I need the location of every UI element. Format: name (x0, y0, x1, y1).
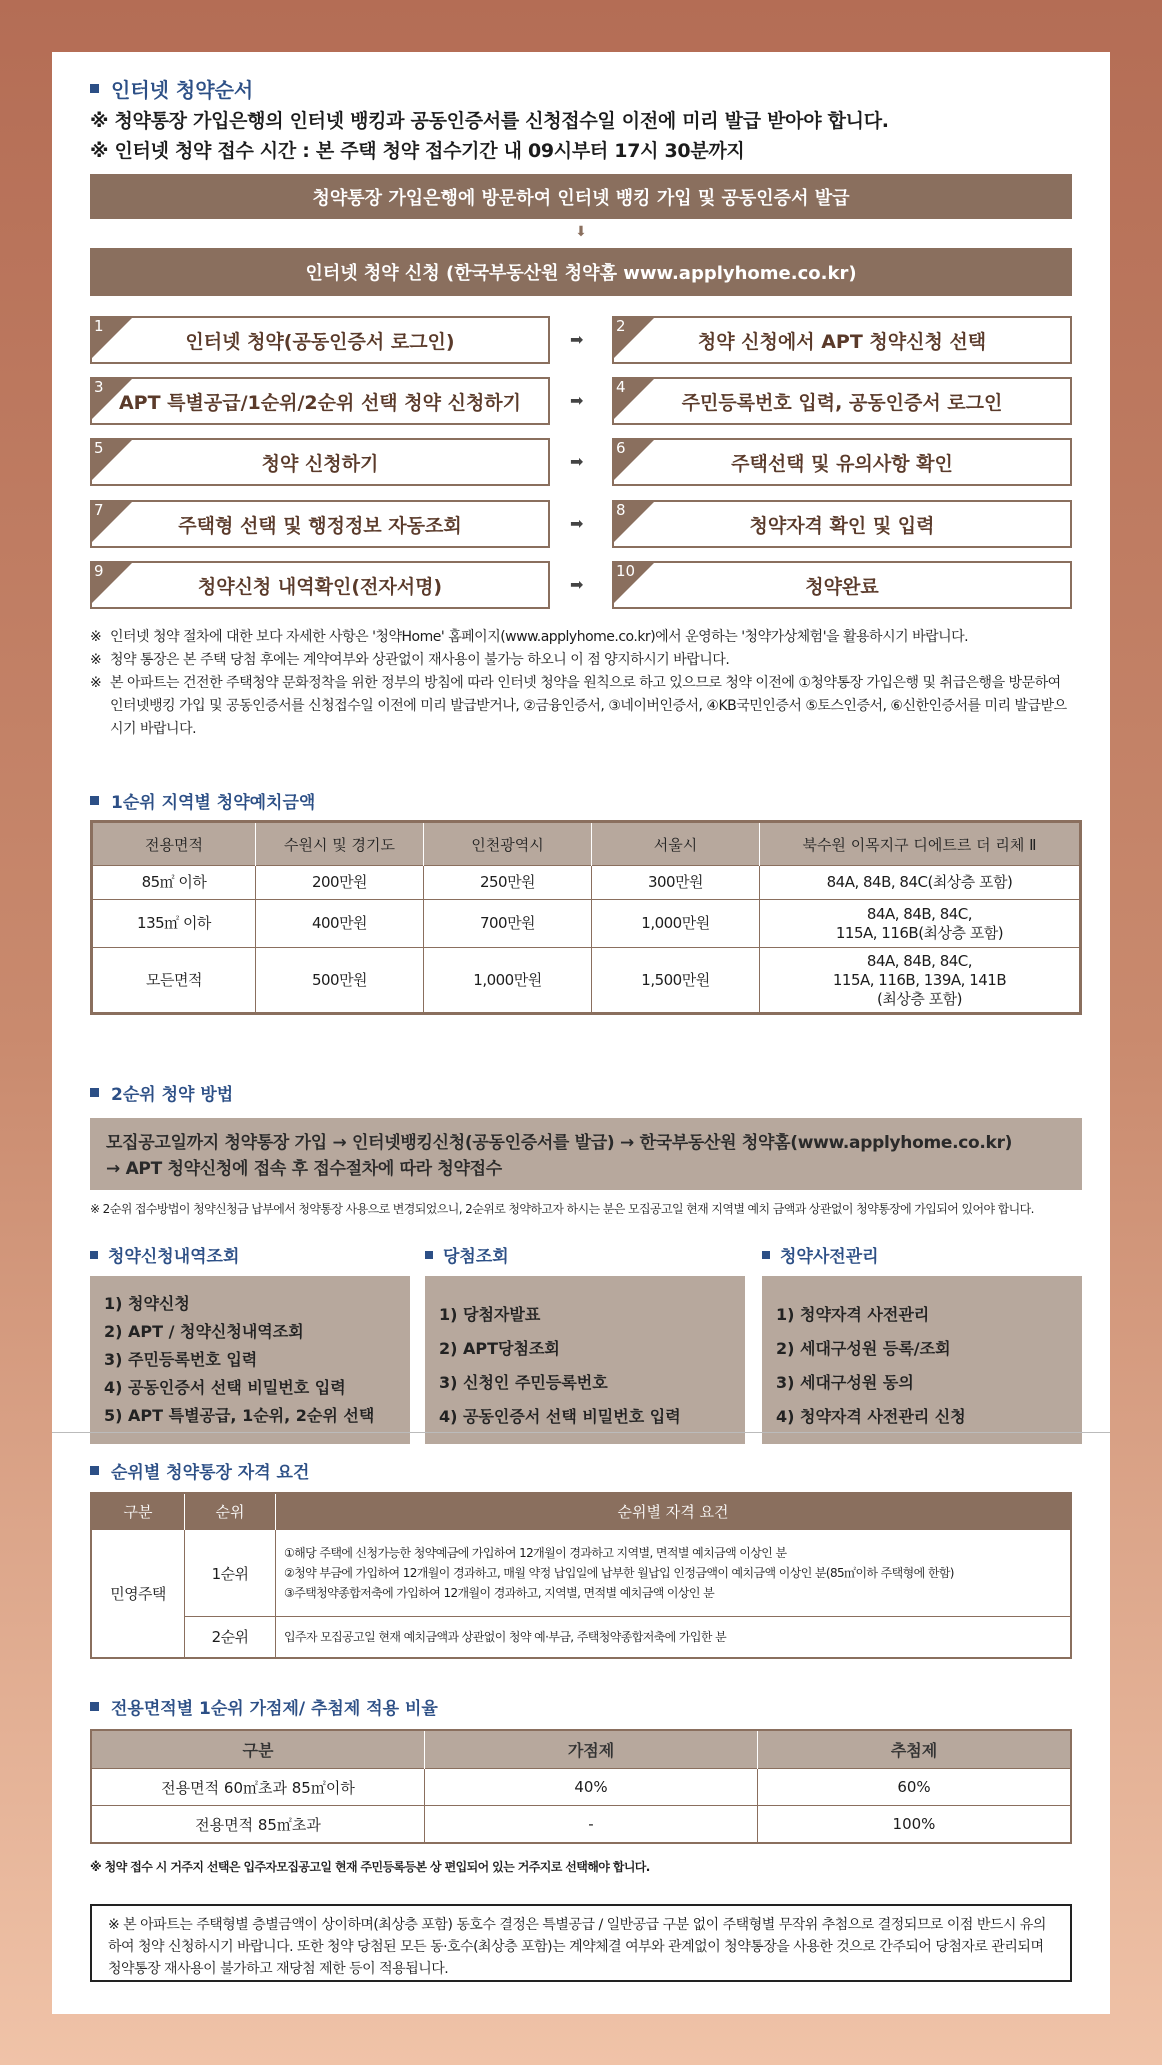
rank1-cell: 1순위 (185, 1530, 276, 1617)
section-title-internet-order (90, 74, 253, 103)
step-box-3 (90, 377, 550, 425)
step-label: 청약 신청에서 APT 청약신청 선택 (697, 330, 987, 353)
box-title-text: 청약사전관리 (780, 1247, 879, 1267)
ratio-cell: 전용면적 60㎡초과 85㎡이하 (91, 1769, 425, 1806)
step-label: 주택선택 및 유의사항 확인 (731, 452, 953, 475)
deposit-header: 서울시 (592, 822, 760, 866)
note-item (90, 626, 1072, 649)
category-cell: 민영주택 (91, 1530, 185, 1658)
note-mark: ※ (90, 629, 102, 645)
deposit-cell: 84A, 84B, 84C(최상층 포함) (760, 866, 1081, 900)
ratio-header: 추첨제 (758, 1730, 1072, 1769)
deposit-row (92, 866, 1081, 900)
requirement-item: ②청약 부금에 가입하여 12개월이 경과하고, 매월 약정 납입일에 납부한 월납입 인정금액이 예치금액 이상인 분(85㎡이하 주택형에 한함) (284, 1566, 954, 1580)
deposit-header: 북수원 이목지구 디에트르 더 리체 Ⅱ (760, 822, 1081, 866)
box-title-text: 당첨조회 (443, 1247, 509, 1267)
step-number: 7 (94, 501, 104, 519)
note-item (90, 672, 1072, 741)
bullet-square-icon (90, 796, 99, 805)
info-item: 3) 세대구성원 동의 (776, 1373, 914, 1392)
step-box-7 (90, 500, 550, 548)
section-title-deposit (90, 788, 315, 813)
header-requirements: 순위별 자격 요건 (276, 1493, 1072, 1530)
step-label: 인터넷 청약(공동인증서 로그인) (185, 330, 455, 353)
ratio-table-wrap (90, 1729, 1072, 1844)
section-title-ratio (90, 1694, 438, 1719)
note-mark: ※ (90, 675, 102, 691)
note-internet-banking: ※ 청약통장 가입은행의 인터넷 뱅킹과 공동인증서를 신청접수일 이전에 미리 발급 받아야 합니다. (90, 110, 889, 132)
note-text: 인터넷 청약 절차에 대한 보다 자세한 사항은 '청약Home' 홈페이지(www.applyhome.co.kr)에서 운영하는 '청약가상체험'을 활용하시기 바랍니다. (110, 629, 969, 645)
info-item: 3) 신청인 주민등록번호 (439, 1373, 608, 1392)
info-item: 1) 당첨자발표 (439, 1305, 541, 1324)
step-label: 주민등록번호 입력, 공동인증서 로그인 (681, 391, 1003, 414)
deposit-cell: 500만원 (256, 948, 424, 1014)
method-line-2: → APT 청약신청에 접속 후 접수절차에 따라 청약접수 (106, 1159, 502, 1179)
right-arrow-icon: ➡ (570, 452, 584, 471)
ratio-cell: 100% (758, 1806, 1072, 1844)
note-item (90, 649, 1072, 672)
down-arrow-icon: ⬇ (575, 224, 587, 240)
info-item: 3) 주민등록번호 입력 (104, 1350, 258, 1369)
section-title-second-rank (90, 1080, 233, 1105)
note-time: ※ 인터넷 청약 접수 시간 : 본 주택 청약 접수기간 내 09시부터 17시 30분까지 (90, 140, 745, 162)
bullet-square-icon (90, 1088, 99, 1097)
info-box-1 (90, 1276, 410, 1444)
step-label: APT 특별공급/1순위/2순위 선택 청약 신청하기 (118, 391, 522, 414)
info-box-2 (425, 1276, 745, 1444)
bullet-square-icon (425, 1251, 433, 1259)
deposit-cell: 84A, 84B, 84C, 115A, 116B(최상층 포함) (760, 900, 1081, 948)
ratio-row (91, 1806, 1071, 1844)
step-box-2 (612, 316, 1072, 364)
qualification-table-wrap (90, 1492, 1072, 1659)
method-line-1: 모집공고일까지 청약통장 가입 → 인터넷뱅킹신청(공동인증서를 발급) → 한국부동산원 청약홈(www.applyhome.co.kr) (106, 1133, 1013, 1153)
deposit-cell: 200만원 (256, 866, 424, 900)
box-title-3 (762, 1242, 879, 1267)
deposit-cell: 135㎡ 이하 (92, 900, 256, 948)
step-number: 10 (616, 562, 636, 580)
note-text: 본 아파트는 건전한 주택청약 문화정착을 위한 정부의 방침에 따라 인터넷 청약을 원칙으로 하고 있으므로 청약 이전에 ①청약통장 가입은행 및 취급은행을 방문하여 인터넷뱅킹 가입 및 공동인증서를 신청접수일 이전에 미리 발급받거나, ②금융인증서, ③네이버인증서, ④KB국민인증서 ⑤토스인증서, ⑥신한인증서를 미리 발급받으시기 바랍니다. (110, 675, 1067, 737)
step-box-9 (90, 561, 550, 609)
right-arrow-icon: ➡ (570, 514, 584, 533)
deposit-row (92, 948, 1081, 1014)
rank2-cell: 2순위 (185, 1617, 276, 1658)
info-item: 2) 세대구성원 등록/조회 (776, 1339, 951, 1358)
step-label: 청약 신청하기 (261, 452, 379, 475)
step-box-8 (612, 500, 1072, 548)
document-page (52, 52, 1110, 2014)
deposit-cell: 1,000만원 (424, 948, 592, 1014)
section-title-text: 순위별 청약통장 자격 요건 (111, 1463, 310, 1483)
step-number: 1 (94, 317, 104, 335)
info-item: 4) 공동인증서 선택 비밀번호 입력 (439, 1407, 681, 1426)
header-category: 구분 (91, 1493, 185, 1530)
step-number: 4 (616, 378, 626, 396)
info-item: 4) 청약자격 사전관리 신청 (776, 1407, 966, 1426)
step-number: 3 (94, 378, 104, 396)
info-box-3 (762, 1276, 1082, 1444)
rank2-requirements: 입주자 모집공고일 현재 예치금액과 상관없이 청약 예·부금, 주택청약종합저축에 가입한 분 (276, 1617, 1072, 1658)
note-text: 청약 통장은 본 주택 당첨 후에는 계약여부와 상관없이 재사용이 불가능 하오니 이 점 양지하시기 바랍니다. (110, 652, 730, 668)
ratio-header: 가점제 (425, 1730, 758, 1769)
box-title-1 (90, 1242, 239, 1267)
section-title-qualification (90, 1458, 309, 1483)
requirement-item: ③주택청약종합저축에 가입하여 12개월이 경과하고, 지역별, 면적별 예치금액 이상인 분 (284, 1586, 715, 1600)
deposit-cell: 700만원 (424, 900, 592, 948)
bar-apply-online: 인터넷 청약 신청 (한국부동산원 청약홈 www.applyhome.co.kr) (90, 248, 1072, 296)
ratio-cell: 60% (758, 1769, 1072, 1806)
step-number: 2 (616, 317, 626, 335)
section-title-text: 전용면적별 1순위 가점제/ 추첨제 적용 비율 (111, 1699, 438, 1719)
ratio-cell: 40% (425, 1769, 758, 1806)
deposit-header: 전용면적 (92, 822, 256, 866)
ratio-header: 구분 (91, 1730, 425, 1769)
step-box-1 (90, 316, 550, 364)
bullet-square-icon (762, 1251, 770, 1259)
box-title-text: 청약신청내역조회 (108, 1247, 240, 1267)
step-grid (90, 316, 1072, 616)
deposit-header: 수원시 및 경기도 (256, 822, 424, 866)
deposit-cell: 85㎡ 이하 (92, 866, 256, 900)
info-item: 5) APT 특별공급, 1순위, 2순위 선택 (104, 1406, 375, 1425)
deposit-table-wrap (90, 820, 1082, 1015)
divider (52, 1432, 1110, 1433)
step-box-10 (612, 561, 1072, 609)
step-box-4 (612, 377, 1072, 425)
right-arrow-icon: ➡ (570, 330, 584, 349)
section-title-text: 2순위 청약 방법 (111, 1085, 234, 1105)
deposit-header: 인천광역시 (424, 822, 592, 866)
step-label: 청약완료 (805, 575, 879, 598)
bullet-square-icon (90, 1702, 99, 1711)
section-title-text: 1순위 지역별 청약예치금액 (111, 793, 316, 813)
deposit-table (90, 820, 1082, 1015)
bar-bank-visit: 청약통장 가입은행에 방문하여 인터넷 뱅킹 가입 및 공동인증서 발급 (90, 174, 1072, 219)
second-note: ※ 2순위 접수방법이 청약신청금 납부에서 청약통장 사용으로 변경되었으니, 2순위로 청약하고자 하시는 분은 모집공고일 현재 지역별 예치 금액과 상관없이 청약통장에 가입되어 있어야 합니다. (90, 1202, 1034, 1216)
deposit-row (92, 900, 1081, 948)
bullet-square-icon (90, 1466, 99, 1475)
final-notice-box: ※ 본 아파트는 주택형별 층별금액이 상이하며(최상층 포함) 동호수 결정은 특별공급 / 일반공급 구분 없이 주택형별 무작위 추첨으로 결정되므로 이점 반드시 유의하여 청약 신청하시기 바랍니다. 또한 청약 당첨된 모든 동·호수(최상층 포함)는 계약체결 여부와 관계없이 청약통장을 사용한 것으로 간주되어 당첨자로 관리되며 청약통장 재사용이 불가하고 재당첨 제한 등이 적용됩니다. (90, 1904, 1072, 1982)
ratio-row (91, 1769, 1071, 1806)
info-item: 2) APT / 청약신청내역조회 (104, 1322, 304, 1341)
deposit-cell: 84A, 84B, 84C, 115A, 116B, 139A, 141B (최상층 포함) (760, 948, 1081, 1014)
step-label: 주택형 선택 및 행정정보 자동조회 (178, 514, 462, 537)
step-box-6 (612, 438, 1072, 486)
section-title-text: 인터넷 청약순서 (111, 78, 254, 102)
second-method-box (90, 1118, 1082, 1190)
step-box-5 (90, 438, 550, 486)
deposit-cell: 250만원 (424, 866, 592, 900)
requirement-item: ①해당 주택에 신청가능한 청약예금에 가입하여 12개월이 경과하고 지역별, 면적별 예치금액 이상인 분 (284, 1546, 787, 1560)
step-label: 청약신청 내역확인(전자서명) (197, 575, 443, 598)
header-rank: 순위 (185, 1493, 276, 1530)
info-item: 2) APT당첨조회 (439, 1339, 560, 1358)
step-number: 6 (616, 439, 626, 457)
deposit-cell: 1,000만원 (592, 900, 760, 948)
deposit-cell: 300만원 (592, 866, 760, 900)
qualification-table (90, 1492, 1072, 1659)
step-number: 9 (94, 562, 104, 580)
ratio-cell: - (425, 1806, 758, 1844)
step-number: 8 (616, 501, 626, 519)
deposit-cell: 1,500만원 (592, 948, 760, 1014)
info-item: 4) 공동인증서 선택 비밀번호 입력 (104, 1378, 346, 1397)
right-arrow-icon: ➡ (570, 391, 584, 410)
bullet-square-icon (90, 1251, 98, 1259)
note-mark: ※ (90, 652, 102, 668)
right-arrow-icon: ➡ (570, 575, 584, 594)
info-item: 1) 청약자격 사전관리 (776, 1305, 930, 1324)
rank1-requirements (276, 1530, 1072, 1617)
info-item: 1) 청약신청 (104, 1294, 190, 1313)
bullet-square-icon (90, 84, 99, 93)
deposit-cell: 400만원 (256, 900, 424, 948)
internet-notes (90, 626, 1072, 741)
step-label: 청약자격 확인 및 입력 (749, 514, 935, 537)
ratio-cell: 전용면적 85㎡초과 (91, 1806, 425, 1844)
box-title-2 (425, 1242, 509, 1267)
ratio-table (90, 1729, 1072, 1844)
deposit-cell: 모든면적 (92, 948, 256, 1014)
step-number: 5 (94, 439, 104, 457)
ratio-note: ※ 청약 접수 시 거주지 선택은 입주자모집공고일 현재 주민등록등본 상 편입되어 있는 거주지로 선택해야 합니다. (90, 1860, 650, 1874)
